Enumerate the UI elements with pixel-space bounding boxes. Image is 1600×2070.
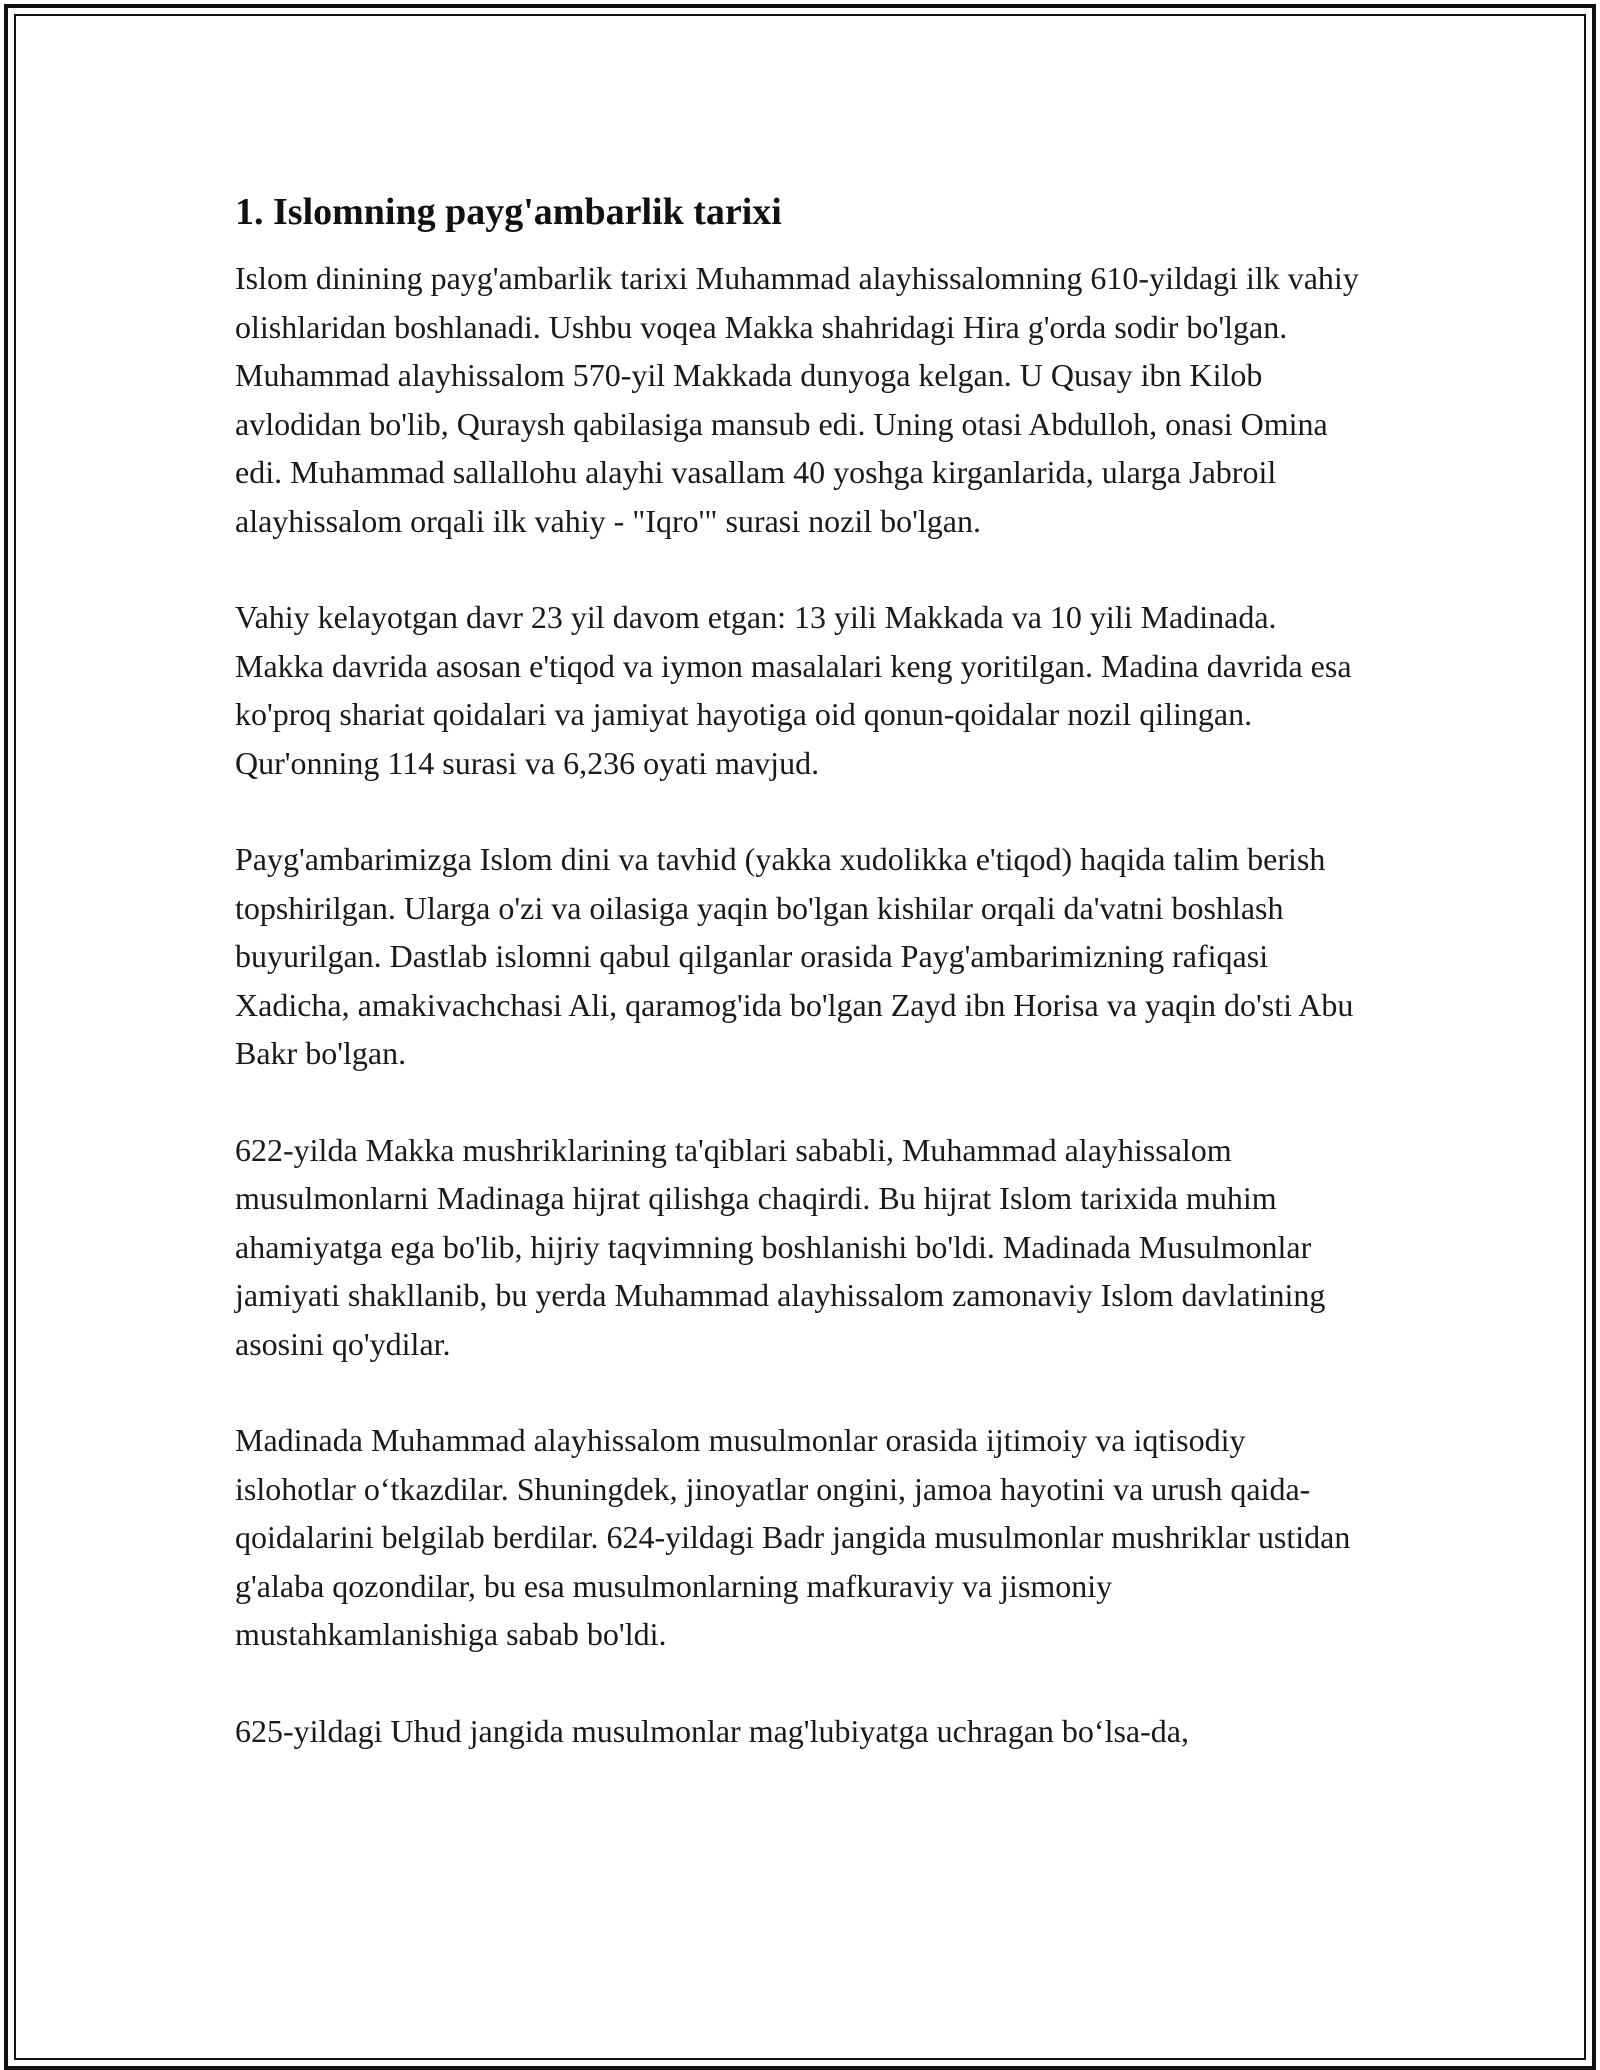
- paragraph-6: 625-yildagi Uhud jangida musulmonlar mag'lubiyatga uchragan bo‘lsa-da,: [235, 1712, 1189, 1749]
- paragraph-3: Payg'ambarimizga Islom dini va tavhid (yakka xudolikka e'tiqod) haqida talim berish topshirilgan. Ularga o'zi va oilasiga yaqin bo'lgan kishilar orqali da'vatni boshlash buyurilgan. Dastlab islomni qabul qilganlar orasida Payg'ambarimizning rafiqasi Xadicha, amakivachchasi Ali, qaramog'ida bo'lgan Zayd ibn Horisa va yaqin do'sti Abu Bakr bo'lgan.: [235, 841, 1354, 1071]
- paragraph-2: Vahiy kelayotgan davr 23 yil davom etgan: 13 yili Makkada va 10 yili Madinada. Makka davrida asosan e'tiqod va iymon masalalari keng yoritilgan. Madina davrida esa ko'proq shariat qoidalari va jamiyat hayotiga oid qonun-qoidalar nozil qilingan. Qur'onning 114 surasi va 6,236 oyati mavjud.: [235, 599, 1352, 781]
- paragraph-4: 622-yilda Makka mushriklarining ta'qiblari sababli, Muhammad alayhissalom musulmonlarni Madinaga hijrat qilishga chaqirdi. Bu hijrat Islom tarixida muhim ahamiyatga ega bo'lib, hijriy taqvimning boshlanishi bo'ldi. Madinada Musulmonlar jamiyati shakllanib, bu yerda Muhammad alayhissalom zamonaviy Islom davlatining asosini qo'ydilar.: [235, 1131, 1326, 1362]
- document-body: [235, 186, 1365, 1755]
- paragraph-5: Madinada Muhammad alayhissalom musulmonlar orasida ijtimoiy va iqtisodiy islohotlar o‘tkazdilar. Shuningdek, jinoyatlar ongini, jamoa hayotini va urush qaida-qoidalarini belgilab berdilar. 624-yildagi Badr jangida musulmonlar mushriklar ustidan g'alaba qozondilar, bu esa musulmonlarning mafkuraviy va jismoniy mustahkamlanishiga sabab bo'ldi.: [235, 1422, 1351, 1652]
- paragraph-1: Islom dinining payg'ambarlik tarixi Muhammad alayhissalomning 610-yildagi ilk vahiy olishlaridan boshlanadi. Ushbu voqea Makka shahridagi Hira g'orda sodir bo'lgan. Muhammad alayhissalom 570-yil Makkada dunyoga kelgan. U Qusay ibn Kilob avlodidan bo'lib, Quraysh qabilasiga mansub edi. Uning otasi Abdulloh, onasi Omina edi. Muhammad sallallohu alayhi vasallam 40 yoshga kirganlarida, ularga Jabroil alayhissalom orqali ilk vahiy - "Iqro'" surasi nozil bo'lgan.: [235, 260, 1359, 539]
- section-heading: 1. Islomning payg'ambarlik tarixi: [235, 191, 782, 233]
